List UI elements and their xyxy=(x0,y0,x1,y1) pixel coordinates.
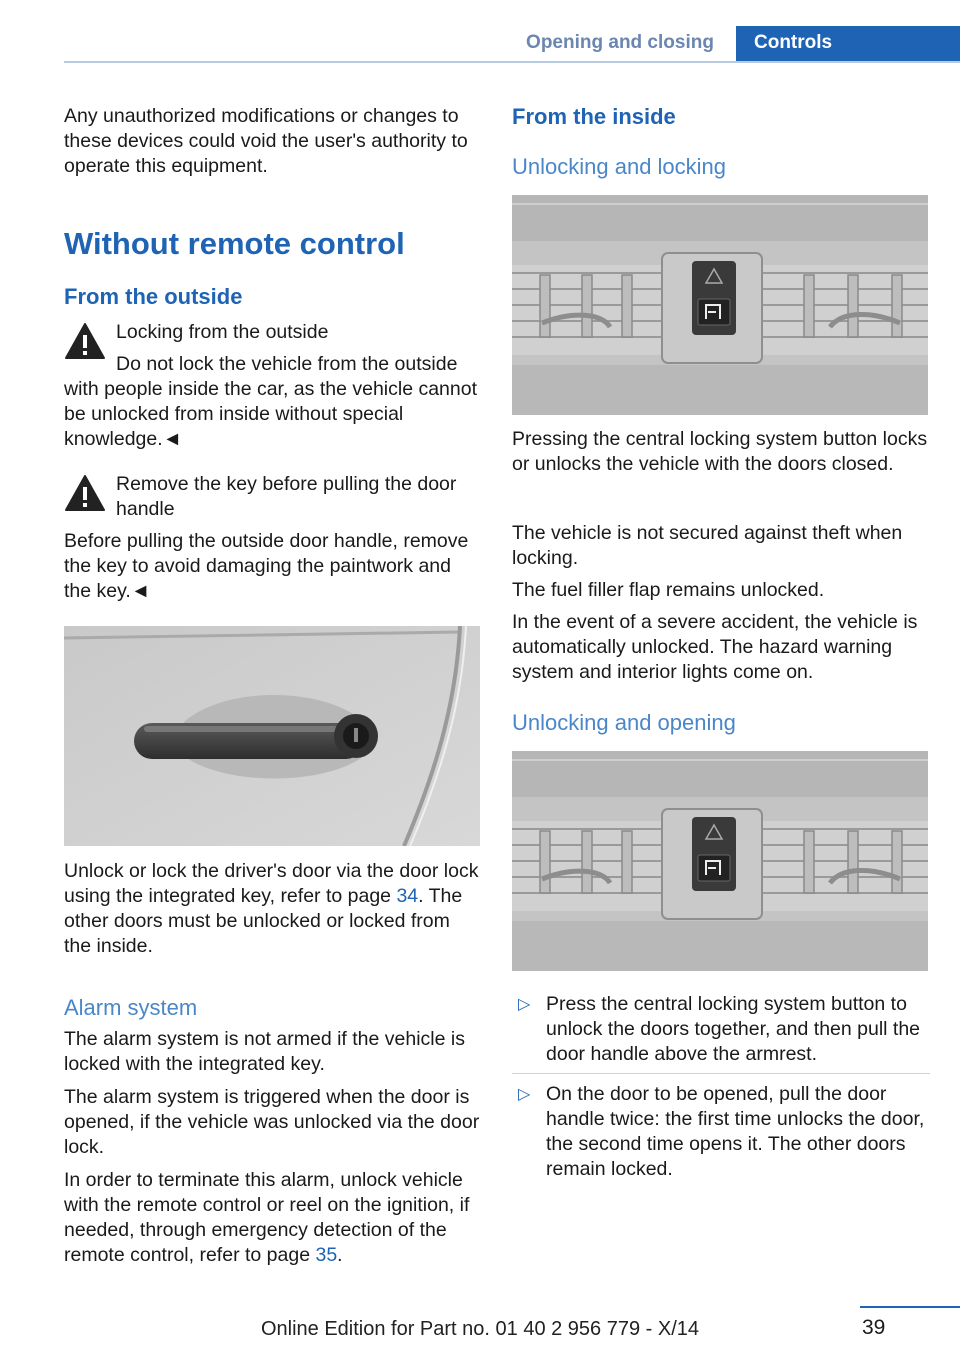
warning-title: Locking from the outside xyxy=(116,321,329,343)
page-link-35[interactable]: 35 xyxy=(315,1244,338,1266)
warning-remove-key xyxy=(64,472,482,532)
central-locking-button-illustration xyxy=(512,195,928,415)
alarm-paragraph-2: The alarm system is triggered when the door is opened, if the vehicle was unlocked via the door lock. xyxy=(64,1086,480,1158)
edition-footer: Online Edition for Part no. 01 40 2 956 779 - X/14 xyxy=(260,1318,700,1340)
unlocking-opening-list xyxy=(512,984,930,1188)
fuel-flap-paragraph: The fuel filler flap remains unlocked. xyxy=(512,579,825,601)
page-number: 39 xyxy=(862,1316,886,1339)
accident-paragraph: In the event of a severe accident, the vehicle is automatically unlocked. The hazard warning system and interior lights come on. xyxy=(512,611,918,683)
list-item: ▷ On the door to be opened, pull the door handle twice: the first time unlocks the door, the second time opens it. The other doors remain locked. xyxy=(518,1083,925,1180)
warning-locking-body: Do not lock the vehicle from the outside with people inside the car, as the vehicle cannot be unlocked from inside without special knowledge.◄ xyxy=(64,353,478,450)
door-lock-paragraph: Unlock or lock the driver's door via the door lock using the integrated key, refer to page 34. The other doors must be unlocked or locked from the inside. xyxy=(64,860,479,957)
heading-from-the-inside: From the inside xyxy=(512,104,676,129)
bullet-triangle-icon: ▷ xyxy=(518,996,531,1013)
heading-from-the-outside: From the outside xyxy=(64,284,243,309)
heading-without-remote-control: Without remote control xyxy=(64,226,405,261)
heading-unlocking-and-locking: Unlocking and locking xyxy=(512,154,727,179)
bullet-triangle-icon: ▷ xyxy=(518,1086,531,1103)
pressing-button-paragraph: Pressing the central locking system button locks or unlocks the vehicle with the doors closed. xyxy=(512,428,928,475)
heading-alarm-system: Alarm system xyxy=(64,995,198,1020)
page-link-34[interactable]: 34 xyxy=(396,885,419,907)
section-tab[interactable]: Opening and closing xyxy=(526,32,714,53)
footer-rule xyxy=(860,1306,960,1308)
door-handle-illustration xyxy=(64,626,480,846)
alarm-paragraph-1: The alarm system is not armed if the vehicle is locked with the integrated key. xyxy=(64,1028,465,1075)
warning-title: Remove the key before pulling the door handle xyxy=(116,473,457,520)
heading-unlocking-and-opening: Unlocking and opening xyxy=(512,710,736,735)
alarm-paragraph-3: In order to terminate this alarm, unlock vehicle with the remote control or reel on the ignition, if needed, through emergency detection of the remote control, refer to page 35. xyxy=(64,1169,470,1266)
not-secured-paragraph: The vehicle is not secured against theft when locking. xyxy=(512,522,903,569)
warning-remove-key-body: Before pulling the outside door handle, remove the key to avoid damaging the paintwork and the key.◄ xyxy=(64,530,469,602)
intro-paragraph: Any unauthorized modifications or changes to these devices could void the user's authority to operate this equipment. xyxy=(64,105,468,177)
warning-icon xyxy=(64,474,106,512)
chapter-tab[interactable]: Controls xyxy=(736,26,960,62)
central-locking-button-illustration-2 xyxy=(512,751,928,971)
header-rule xyxy=(64,61,960,63)
page-header xyxy=(0,0,960,66)
list-item: ▷ Press the central locking system button to unlock the doors together, and then pull the door handle above the armrest. xyxy=(512,984,930,1074)
